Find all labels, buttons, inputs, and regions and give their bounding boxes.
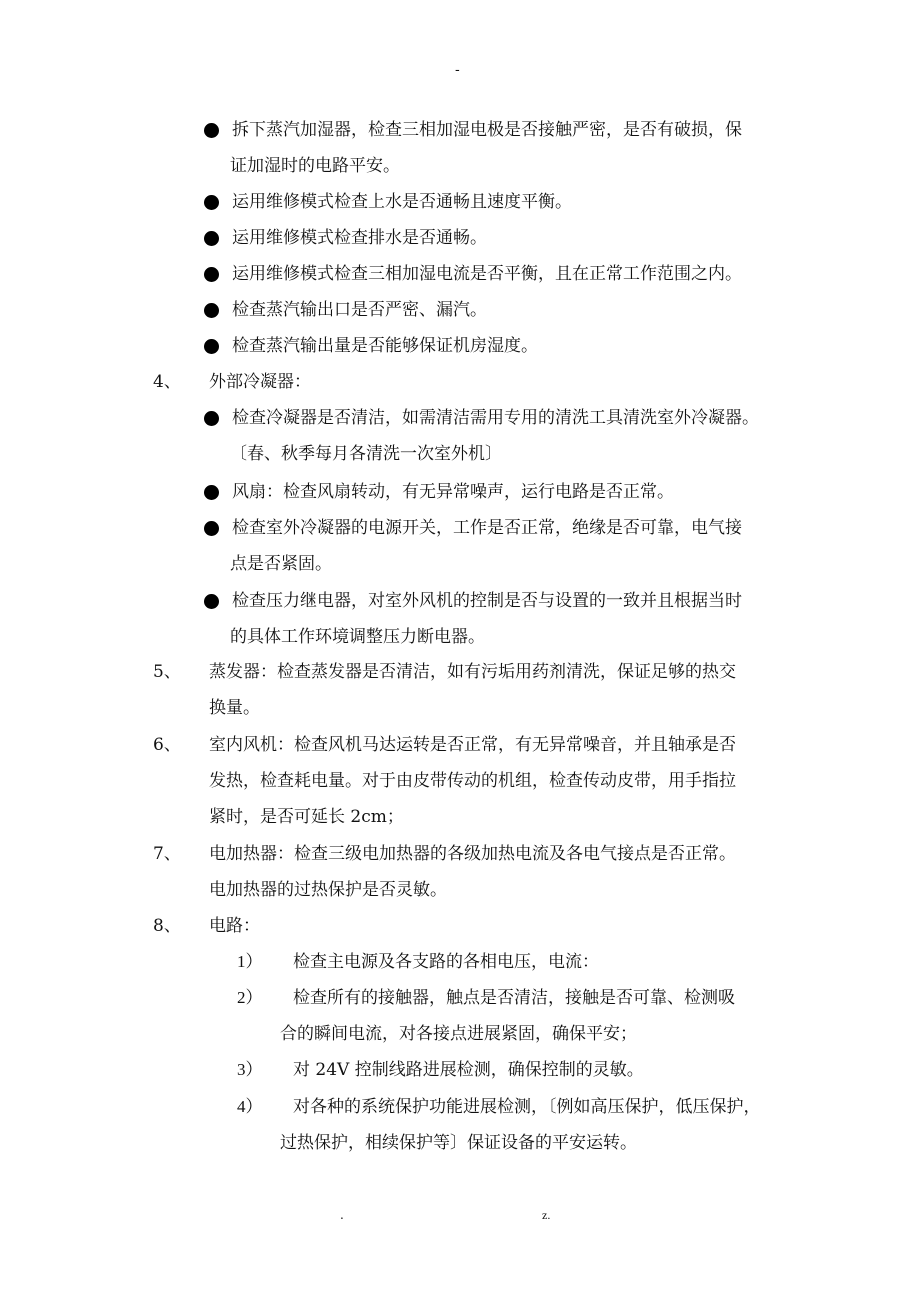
sub-item-number: 4）: [237, 1097, 263, 1116]
bullet-item: [204, 220, 804, 256]
section-title: 电路：: [209, 916, 260, 936]
bullet-item: [204, 256, 804, 292]
sub-item-text: 对各种的系统保护功能进展检测，〔例如高压保护，低压保护，: [293, 1097, 761, 1117]
bullet-text-continued: 〔春、秋季每月各清洗一次室外机〕: [230, 444, 502, 464]
section-text-continued: 紧时，是否可延长 2cm；: [209, 807, 404, 827]
sub-item-text-continued: 合的瞬间电流，对各接点进展紧固，确保平安；: [280, 1024, 637, 1044]
bullet-icon: [204, 303, 219, 318]
bullet-icon: [204, 411, 219, 426]
bullet-text-continued: 的具体工作环境调整压力断电器。: [230, 627, 485, 647]
section-number: 6、: [153, 735, 181, 755]
bullet-text: 检查冷凝器是否清洁，如需清洁需用专用的清洗工具清洗室外冷凝器。: [232, 408, 759, 428]
bullet-text: 检查蒸汽输出量是否能够保证机房湿度。: [232, 336, 538, 356]
bullet-item: [204, 112, 804, 184]
footer-right-mark: z.: [542, 1208, 551, 1222]
bullet-item: [204, 292, 804, 328]
bullet-text: 运用维修模式检查上水是否通畅且速度平衡。: [232, 192, 572, 212]
section-heading: [153, 908, 793, 944]
section-text: 室内风机：检查风机马达运转是否正常，有无异常噪音，并且轴承是否: [209, 735, 736, 755]
bullet-icon: [204, 267, 219, 282]
bullet-item: [204, 184, 804, 220]
section-number: 8、: [153, 916, 181, 936]
section-text-continued: 发热，检查耗电量。对于由皮带传动的机组，检查传动皮带，用手指拉: [209, 771, 736, 791]
section-number: 4、: [153, 372, 181, 392]
bullet-icon: [204, 594, 219, 609]
bullet-text: 拆下蒸汽加湿器，检查三相加湿电极是否接触严密，是否有破损，保: [232, 120, 742, 140]
bullet-icon: [204, 339, 219, 354]
sub-item-number: 2）: [237, 988, 263, 1007]
footer-left-mark: .: [340, 1208, 344, 1222]
section-item: [153, 654, 793, 726]
bullet-icon: [204, 485, 219, 500]
bullet-icon: [204, 231, 219, 246]
bullet-icon: [204, 195, 219, 210]
bullet-item: [204, 400, 804, 472]
bullet-item: [204, 474, 804, 510]
section-text: 电加热器：检查三级电加热器的各级加热电流及各电气接点是否正常。: [209, 844, 736, 864]
bullet-text: 检查蒸汽输出口是否严密、漏汽。: [232, 300, 487, 320]
bullet-text: 运用维修模式检查排水是否通畅。: [232, 228, 487, 248]
header-mark: -: [455, 62, 460, 78]
bullet-item: [204, 328, 804, 364]
section-text-continued: 换量。: [209, 698, 260, 718]
sub-item: [237, 1089, 797, 1161]
sub-item: [237, 980, 797, 1052]
bullet-text: 检查压力继电器，对室外风机的控制是否与设置的一致并且根据当时: [232, 591, 742, 611]
bullet-text-continued: 证加湿时的电路平安。: [230, 156, 400, 176]
sub-item-number: 1）: [237, 952, 263, 971]
sub-item-text: 对 24V 控制线路进展检测，确保控制的灵敏。: [293, 1060, 644, 1080]
bullet-text: 风扇：检查风扇转动，有无异常噪声，运行电路是否正常。: [232, 482, 674, 502]
sub-item: [237, 944, 797, 980]
bullet-text: 运用维修模式检查三相加湿电流是否平衡，且在正常工作范围之内。: [232, 264, 742, 284]
bullet-icon: [204, 521, 219, 536]
bullet-item: [204, 583, 804, 655]
bullet-item: [204, 510, 804, 582]
sub-item-number: 3）: [237, 1060, 263, 1079]
section-number: 5、: [153, 662, 181, 682]
sub-item: [237, 1052, 797, 1088]
section-number: 7、: [153, 844, 181, 864]
section-text: 蒸发器：检查蒸发器是否清洁，如有污垢用药剂清洗，保证足够的热交: [209, 662, 736, 682]
section-item: [153, 836, 793, 908]
sub-item-text-continued: 过热保护，相续保护等〕保证设备的平安运转。: [280, 1133, 637, 1153]
sub-item-text: 检查主电源及各支路的各相电压，电流：: [293, 952, 599, 972]
section-title: 外部冷凝器：: [209, 372, 311, 392]
section-heading: [153, 364, 793, 400]
bullet-icon: [204, 123, 219, 138]
section-text-continued: 电加热器的过热保护是否灵敏。: [209, 880, 447, 900]
sub-item-text: 检查所有的接触器，触点是否清洁，接触是否可靠、检测吸: [293, 988, 735, 1008]
bullet-text-continued: 点是否紧固。: [230, 554, 332, 574]
section-item: [153, 727, 793, 835]
bullet-text: 检查室外冷凝器的电源开关，工作是否正常，绝缘是否可靠，电气接: [232, 518, 742, 538]
